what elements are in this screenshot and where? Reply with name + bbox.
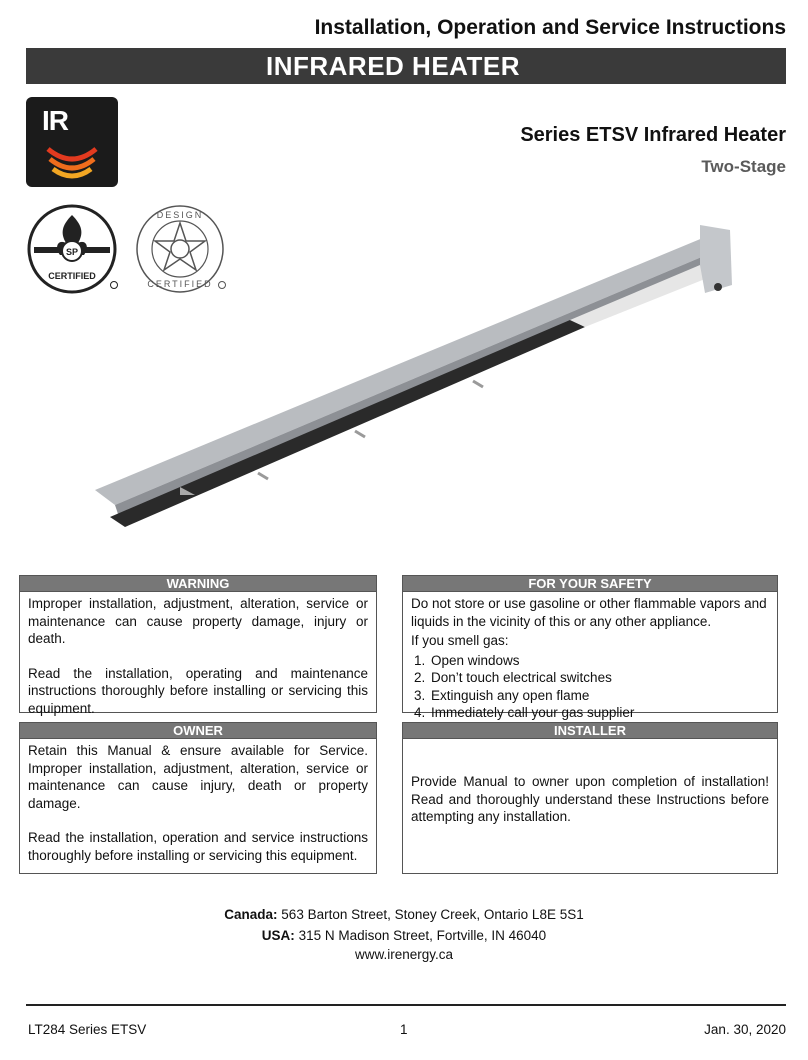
installer-paragraph: Provide Manual to owner upon completion of installation! Read and thoroughly understand these Instructions before attempting any installation. — [411, 774, 769, 824]
installer-heading: INSTALLER — [403, 723, 777, 739]
safety-step: 1. Open windows — [429, 652, 769, 670]
owner-paragraph-2: Read the installation, operation and service instructions thoroughly before installing or servicing this equipment. — [28, 830, 368, 863]
footer-rule — [26, 1004, 786, 1006]
svg-text:SP: SP — [66, 247, 79, 257]
footer-doc-id: LT284 Series ETSV — [28, 1022, 147, 1037]
warning-body — [20, 592, 376, 717]
stage-subtitle: Two-Stage — [701, 157, 786, 176]
canada-label: Canada: — [224, 907, 278, 922]
address-canada — [0, 907, 808, 922]
safety-step: 2. Don’t touch electrical switches — [429, 669, 769, 687]
warning-paragraph-2: Read the installation, operating and maintenance instructions thoroughly before installing or servicing this equipment. — [28, 665, 368, 716]
warning-box — [19, 575, 377, 716]
series-title: Series ETSV Infrared Heater — [520, 124, 786, 146]
safety-paragraph-2: If you smell gas: — [411, 633, 509, 648]
banner-text: INFRARED HEATER — [266, 51, 521, 81]
installer-box — [402, 722, 778, 874]
address-usa — [0, 928, 808, 943]
footer-date: Jan. 30, 2020 — [704, 1022, 786, 1037]
safety-heading: FOR YOUR SAFETY — [403, 576, 777, 592]
footer-page-number: 1 — [400, 1022, 408, 1037]
safety-box — [402, 575, 778, 720]
brand-logo — [26, 97, 118, 187]
heat-waves-icon — [26, 97, 118, 187]
owner-body — [20, 739, 376, 864]
safety-paragraph-1: Do not store or use gasoline or other flammable vapors and liquids in the vicinity of this or any other appliance. — [411, 596, 767, 629]
cert1-label: CERTIFIED — [48, 271, 96, 281]
cert2-top-label: DESIGN — [156, 210, 204, 220]
cert2-bottom-label: CERTIFIED — [147, 279, 213, 289]
safety-step: 4. Immediately call your gas supplier — [429, 704, 769, 722]
safety-steps — [429, 652, 769, 722]
owner-box — [19, 722, 377, 874]
title-banner — [26, 48, 786, 84]
owner-paragraph-1: Retain this Manual & ensure available for Service. Improper installation, adjustment, alteration, service or maintenance can cause injury, death or property damage. — [28, 743, 368, 811]
logo-text: IR — [42, 105, 68, 136]
warning-heading: WARNING — [20, 576, 376, 592]
heater-product-image — [90, 225, 740, 535]
canada-address: 563 Barton Street, Stoney Creek, Ontario L8E 5S1 — [281, 907, 584, 922]
safety-step: 3. Extinguish any open flame — [429, 687, 769, 705]
header-title: Installation, Operation and Service Instructions — [314, 16, 786, 39]
website-link[interactable]: www.irenergy.ca — [354, 947, 454, 962]
warning-paragraph-1: Improper installation, adjustment, alteration, service or maintenance can cause property damage, injury or death. — [28, 596, 368, 646]
usa-address: 315 N Madison Street, Fortville, IN 46040 — [298, 928, 547, 943]
installer-body — [403, 739, 777, 826]
safety-body — [403, 592, 777, 722]
owner-heading: OWNER — [20, 723, 376, 739]
usa-label: USA: — [261, 928, 295, 943]
